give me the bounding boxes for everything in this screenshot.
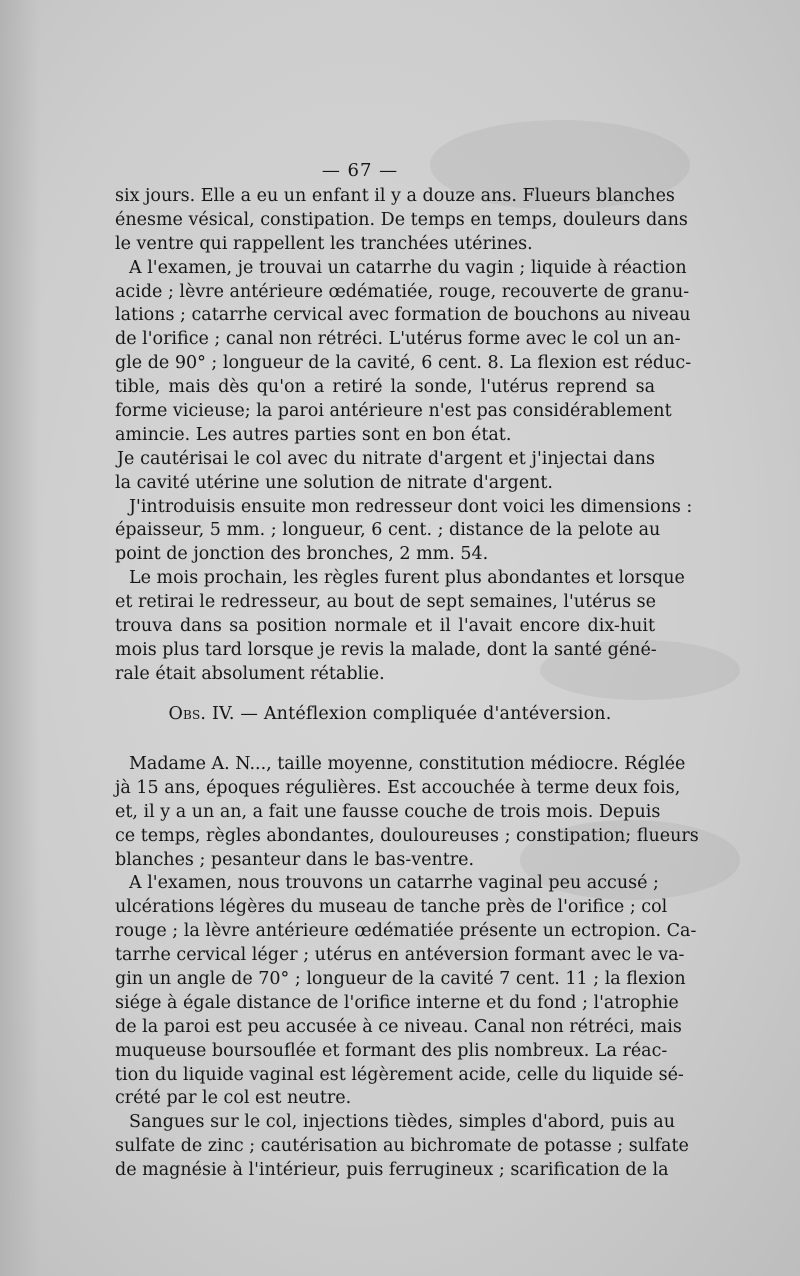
- text-line: de magnésie à l'intérieur, puis ferrugineux ; scarification de la: [115, 1160, 669, 1181]
- text-line: Sangues sur le col, injections tièdes, simples d'abord, puis au: [129, 1112, 675, 1133]
- text-line: jà 15 ans, époques régulières. Est accouchée à terme deux fois,: [115, 777, 681, 798]
- text-line: sulfate de zinc ; cautérisation au bichromate de potasse ; sulfate: [115, 1136, 689, 1157]
- text-line: siége à égale distance de l'orifice interne et du fond ; l'atrophie: [115, 992, 679, 1013]
- body-text-bottom: [115, 753, 699, 1183]
- text-line: tarrhe cervical léger ; utérus en antéversion formant avec le va-: [115, 945, 685, 966]
- text-line: gle de 90° ; longueur de la cavité, 6 cent. 8. La flexion est réduc-: [115, 353, 692, 374]
- page-number: — 67 —: [321, 160, 399, 181]
- text-line: tion du liquide vaginal est légèrement acide, celle du liquide sé-: [115, 1064, 684, 1085]
- text-line: trouva dans sa position normale et il l'avait encore dix-huit: [115, 616, 655, 637]
- observation-number: Obs. IV.: [168, 704, 235, 724]
- text-line: blanches ; pesanteur dans le bas-ventre.: [115, 849, 475, 870]
- text-line: de l'orifice ; canal non rétréci. L'utérus forme avec le col un an-: [115, 329, 681, 350]
- text-line: tible, mais dès qu'on a retiré la sonde, l'utérus reprend sa: [115, 377, 655, 398]
- text-line: et retirai le redresseur, au bout de sept semaines, l'utérus se: [115, 592, 656, 613]
- observation-heading: [0, 702, 780, 726]
- text-line: A l'examen, nous trouvons un catarrhe vaginal peu accusé ;: [129, 873, 659, 894]
- text-line: A l'examen, je trouvai un catarrhe du vagin ; liquide à réaction: [129, 257, 687, 278]
- text-line: rale était absolument rétablie.: [115, 663, 385, 684]
- observation-title: — Antéflexion compliquée d'antéversion.: [234, 704, 612, 724]
- text-line: acide ; lèvre antérieure œdématiée, rouge, recouverte de granu-: [115, 281, 690, 302]
- text-line: mois plus tard lorsque je revis la malade, dont la santé géné-: [115, 639, 657, 660]
- text-line: rouge ; la lèvre antérieure œdématiée présente un ectropion. Ca-: [115, 921, 697, 942]
- text-line: le ventre qui rappellent les tranchées utérines.: [115, 233, 533, 254]
- text-line: lations ; catarrhe cervical avec formation de bouchons au niveau: [115, 305, 691, 326]
- text-line: forme vicieuse; la paroi antérieure n'est pas considérablement: [115, 401, 672, 422]
- text-line: point de jonction des bronches, 2 mm. 54.: [115, 544, 489, 565]
- page-edge-shadow: [0, 0, 40, 1276]
- text-line: muqueuse boursouflée et formant des plis nombreux. La réac-: [115, 1040, 668, 1061]
- text-line: la cavité utérine une solution de nitrate d'argent.: [115, 472, 553, 493]
- text-line: gin un angle de 70° ; longueur de la cavité 7 cent. 11 ; la flexion: [115, 969, 686, 990]
- text-line: Le mois prochain, les règles furent plus abondantes et lorsque: [129, 568, 685, 589]
- text-line: amincie. Les autres parties sont en bon état.: [115, 424, 512, 445]
- text-line: Je cautérisai le col avec du nitrate d'argent et j'injectai dans: [117, 448, 655, 469]
- text-line: épaisseur, 5 mm. ; longueur, 6 cent. ; distance de la pelote au: [115, 520, 661, 541]
- body-text-top: [115, 185, 693, 687]
- text-line: ulcérations légères du museau de tanche près de l'orifice ; col: [115, 897, 668, 918]
- text-line: et, il y a un an, a fait une fausse couche de trois mois. Depuis: [115, 801, 661, 822]
- text-line: Madame A. N..., taille moyenne, constitution médiocre. Réglée: [129, 754, 686, 774]
- text-line: énesme vésical, constipation. De temps en temps, douleurs dans: [115, 209, 688, 230]
- text-line: ce temps, règles abondantes, douloureuses ; constipation; flueurs: [115, 825, 699, 846]
- text-line: de la paroi est peu accusée à ce niveau. Canal non rétréci, mais: [115, 1016, 682, 1037]
- text-line: crété par le col est neutre.: [115, 1088, 352, 1109]
- text-line: six jours. Elle a eu un enfant il y a douze ans. Flueurs blanches: [115, 186, 675, 206]
- text-line: J'introduisis ensuite mon redresseur dont voici les dimensions :: [129, 496, 693, 517]
